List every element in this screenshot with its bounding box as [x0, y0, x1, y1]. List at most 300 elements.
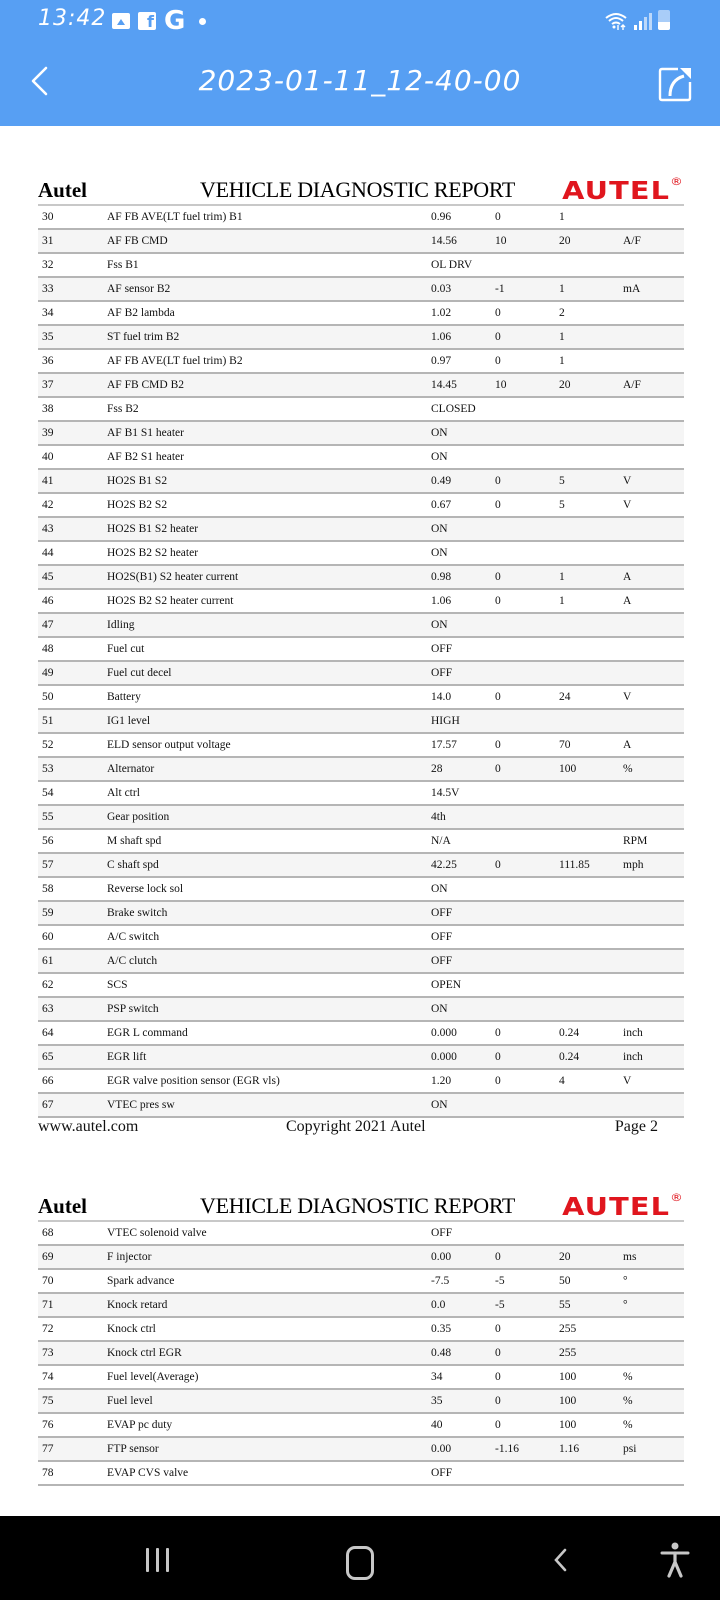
table-row: [38, 566, 684, 590]
parameter-value: 0.98: [431, 571, 452, 583]
parameter-value: HIGH: [431, 715, 460, 727]
row-index: 47: [42, 619, 54, 631]
table-row: [38, 1070, 684, 1094]
row-index: 61: [42, 955, 54, 967]
row-index: 36: [42, 355, 54, 367]
signal-icon: [634, 12, 652, 30]
table-row: [38, 830, 684, 854]
max-value: 100: [559, 1395, 577, 1407]
unit: V: [623, 691, 632, 703]
parameter-name: FTP sensor: [107, 1443, 159, 1455]
parameter-value: 1.02: [431, 307, 452, 319]
table-row: [38, 1246, 684, 1270]
table-row: [38, 998, 684, 1022]
row-index: 60: [42, 931, 54, 943]
parameter-name: A/C clutch: [107, 955, 158, 967]
min-value: 10: [495, 379, 507, 391]
unit: °: [623, 1299, 628, 1311]
unit: A: [623, 595, 632, 607]
wifi-icon: [604, 12, 628, 30]
parameter-name: Alt ctrl: [107, 787, 140, 799]
unit: A/F: [623, 379, 641, 391]
parameter-value: OFF: [431, 955, 453, 967]
report-table-page-2: [38, 204, 684, 1118]
logo-registered-mark: ®: [670, 175, 684, 188]
parameter-value: OL DRV: [431, 259, 473, 271]
max-value: 1: [559, 595, 565, 607]
parameter-name: EGR L command: [107, 1027, 188, 1039]
min-value: 0: [495, 1323, 501, 1335]
parameter-value: 1.06: [431, 331, 452, 343]
parameter-value: 40: [431, 1419, 443, 1431]
min-value: 0: [495, 595, 501, 607]
row-index: 53: [42, 763, 54, 775]
max-value: 1: [559, 331, 565, 343]
parameter-value: 0.000: [431, 1051, 457, 1063]
table-row: [38, 926, 684, 950]
system-nav-bar: [0, 1516, 720, 1600]
table-row: [38, 326, 684, 350]
parameter-value: OFF: [431, 931, 453, 943]
max-value: 70: [559, 739, 571, 751]
table-row: [38, 518, 684, 542]
report-brand: Autel: [38, 1194, 87, 1218]
table-row: [38, 302, 684, 326]
table-row: [38, 230, 684, 254]
row-index: 65: [42, 1051, 54, 1063]
parameter-name: Fuel level: [107, 1395, 153, 1407]
table-row: [38, 1390, 684, 1414]
table-row: [38, 974, 684, 998]
unit: psi: [623, 1443, 637, 1455]
parameter-value: 14.5V: [431, 787, 460, 799]
parameter-value: -7.5: [431, 1275, 450, 1287]
parameter-name: Alternator: [107, 763, 155, 775]
table-row: [38, 374, 684, 398]
parameter-name: Spark advance: [107, 1275, 175, 1287]
row-index: 40: [42, 451, 54, 463]
min-value: 0: [495, 859, 501, 871]
table-row: [38, 1094, 684, 1118]
row-index: 48: [42, 643, 54, 655]
unit: A/F: [623, 235, 641, 247]
parameter-value: 0.49: [431, 475, 452, 487]
row-index: 45: [42, 571, 54, 583]
max-value: 1: [559, 211, 565, 223]
max-value: 111.85: [559, 859, 590, 871]
max-value: 100: [559, 763, 577, 775]
row-index: 30: [42, 211, 54, 223]
parameter-name: Battery: [107, 691, 141, 703]
parameter-name: AF FB AVE(LT fuel trim) B2: [107, 355, 243, 367]
max-value: 255: [559, 1347, 577, 1359]
min-value: 0: [495, 1395, 501, 1407]
row-index: 70: [42, 1275, 54, 1287]
table-row: [38, 206, 684, 230]
table-row: [38, 1342, 684, 1366]
autel-logo: [562, 1192, 684, 1221]
min-value: 0: [495, 331, 501, 343]
min-value: 0: [495, 1075, 501, 1087]
row-index: 62: [42, 979, 54, 991]
parameter-value: 34: [431, 1371, 443, 1383]
report-title: VEHICLE DIAGNOSTIC REPORT: [200, 177, 516, 202]
parameter-name: AF FB CMD: [107, 235, 168, 247]
max-value: 5: [559, 475, 565, 487]
accessibility-icon[interactable]: [660, 1542, 690, 1578]
row-index: 63: [42, 1003, 54, 1015]
min-value: 0: [495, 1371, 501, 1383]
min-value: 0: [495, 1251, 501, 1263]
app-bar: [0, 0, 720, 126]
max-value: 4: [559, 1075, 565, 1087]
report-header-next-page: [38, 1192, 684, 1222]
parameter-name: AF FB AVE(LT fuel trim) B1: [107, 211, 243, 223]
table-row: [38, 1366, 684, 1390]
table-row: [38, 590, 684, 614]
unit: V: [623, 1075, 632, 1087]
parameter-name: VTEC solenoid valve: [107, 1227, 207, 1239]
parameter-name: Reverse lock sol: [107, 883, 184, 895]
max-value: 55: [559, 1299, 571, 1311]
parameter-value: OFF: [431, 1467, 453, 1479]
row-index: 55: [42, 811, 54, 823]
max-value: 2: [559, 307, 565, 319]
parameter-value: 14.56: [431, 235, 457, 247]
max-value: 24: [559, 691, 571, 703]
logo-registered-mark: ®: [670, 1191, 684, 1204]
table-row: [38, 398, 684, 422]
parameter-value: OFF: [431, 1227, 453, 1239]
parameter-name: IG1 level: [107, 715, 151, 727]
table-row: [38, 542, 684, 566]
min-value: 0: [495, 763, 501, 775]
table-row: [38, 1046, 684, 1070]
min-value: 0: [495, 571, 501, 583]
parameter-name: Fuel level(Average): [107, 1371, 199, 1383]
parameter-value: OPEN: [431, 979, 462, 991]
min-value: -5: [495, 1299, 505, 1311]
unit: %: [623, 1395, 633, 1407]
min-value: -5: [495, 1275, 505, 1287]
row-index: 43: [42, 523, 54, 535]
parameter-value: 0.000: [431, 1027, 457, 1039]
table-row: [38, 470, 684, 494]
row-index: 72: [42, 1323, 54, 1335]
dot-icon: [199, 18, 206, 25]
parameter-value: OFF: [431, 907, 453, 919]
parameter-name: Fuel cut decel: [107, 667, 172, 679]
parameter-value: 0.0: [431, 1299, 446, 1311]
max-value: 100: [559, 1419, 577, 1431]
parameter-name: Knock ctrl: [107, 1323, 156, 1335]
unit: mA: [623, 283, 641, 295]
battery-icon: [658, 10, 670, 30]
row-index: 57: [42, 859, 54, 871]
row-index: 77: [42, 1443, 54, 1455]
row-index: 75: [42, 1395, 54, 1407]
parameter-value: 0.67: [431, 499, 452, 511]
table-row: [38, 662, 684, 686]
parameter-value: OFF: [431, 643, 453, 655]
parameter-value: 42.25: [431, 859, 457, 871]
report-title: VEHICLE DIAGNOSTIC REPORT: [200, 1193, 516, 1218]
parameter-name: AF B2 S1 heater: [107, 451, 184, 463]
max-value: 0.24: [559, 1027, 580, 1039]
status-time: 13:42: [38, 6, 107, 31]
row-index: 38: [42, 403, 54, 415]
min-value: 0: [495, 475, 501, 487]
parameter-name: HO2S B2 S2 heater current: [107, 595, 234, 607]
table-row: [38, 422, 684, 446]
max-value: 20: [559, 379, 571, 391]
unit: inch: [623, 1027, 643, 1039]
parameter-name: Fuel cut: [107, 643, 145, 655]
row-index: 46: [42, 595, 54, 607]
parameter-value: 4th: [431, 811, 446, 823]
min-value: 0: [495, 355, 501, 367]
recent-apps-icon[interactable]: [146, 1548, 169, 1572]
row-index: 59: [42, 907, 54, 919]
max-value: 100: [559, 1371, 577, 1383]
unit: %: [623, 1419, 633, 1431]
row-index: 50: [42, 691, 54, 703]
unit: V: [623, 499, 632, 511]
row-index: 44: [42, 547, 54, 559]
unit: A: [623, 739, 632, 751]
max-value: 1: [559, 283, 565, 295]
table-row: [38, 1222, 684, 1246]
parameter-name: EVAP CVS valve: [107, 1467, 189, 1479]
min-value: 0: [495, 691, 501, 703]
parameter-value: 28: [431, 763, 443, 775]
table-row: [38, 350, 684, 374]
table-row: [38, 446, 684, 470]
table-row: [38, 686, 684, 710]
parameter-name: Gear position: [107, 811, 170, 823]
status-notification-icons: [112, 6, 206, 36]
parameter-name: A/C switch: [107, 931, 160, 943]
max-value: 1: [559, 571, 565, 583]
footer-url: www.autel.com: [38, 1118, 139, 1135]
parameter-name: PSP switch: [107, 1003, 159, 1015]
unit: %: [623, 1371, 633, 1383]
parameter-name: ELD sensor output voltage: [107, 739, 231, 751]
facebook-icon: f: [138, 12, 156, 30]
max-value: 1.16: [559, 1443, 580, 1455]
parameter-name: ST fuel trim B2: [107, 331, 180, 343]
parameter-value: 0.00: [431, 1443, 452, 1455]
footer-page-number: Page 2: [614, 1118, 658, 1135]
table-row: [38, 1318, 684, 1342]
parameter-value: ON: [431, 451, 448, 463]
row-index: 58: [42, 883, 54, 895]
footer-copyright: Copyright 2021 Autel: [286, 1118, 426, 1135]
unit: A: [623, 571, 632, 583]
row-index: 56: [42, 835, 54, 847]
row-index: 32: [42, 259, 54, 271]
parameter-value: 17.57: [431, 739, 457, 751]
parameter-name: HO2S B2 S2 heater: [107, 547, 199, 559]
unit: inch: [623, 1051, 643, 1063]
parameter-name: C shaft spd: [107, 859, 159, 871]
max-value: 20: [559, 1251, 571, 1263]
min-value: -1: [495, 283, 505, 295]
table-row: [38, 254, 684, 278]
max-value: 255: [559, 1323, 577, 1335]
row-index: 49: [42, 667, 54, 679]
parameter-name: M shaft spd: [107, 835, 162, 847]
min-value: 0: [495, 1419, 501, 1431]
parameter-value: CLOSED: [431, 403, 476, 415]
max-value: 1: [559, 355, 565, 367]
parameter-name: F injector: [107, 1251, 152, 1263]
parameter-name: HO2S(B1) S2 heater current: [107, 571, 239, 583]
table-row: [38, 758, 684, 782]
parameter-name: VTEC pres sw: [107, 1099, 175, 1111]
back-icon[interactable]: [553, 1548, 567, 1572]
parameter-value: 0.00: [431, 1251, 452, 1263]
min-value: 0: [495, 307, 501, 319]
min-value: 0: [495, 211, 501, 223]
logo-text: AUTEL: [562, 176, 671, 205]
row-index: 33: [42, 283, 54, 295]
parameter-name: AF FB CMD B2: [107, 379, 185, 391]
row-index: 35: [42, 331, 54, 343]
row-index: 76: [42, 1419, 54, 1431]
parameter-name: HO2S B1 S2: [107, 475, 168, 487]
row-index: 69: [42, 1251, 54, 1263]
parameter-value: 14.45: [431, 379, 457, 391]
table-row: [38, 1294, 684, 1318]
min-value: 0: [495, 1027, 501, 1039]
parameter-value: 1.20: [431, 1075, 452, 1087]
parameter-value: 35: [431, 1395, 443, 1407]
table-row: [38, 782, 684, 806]
row-index: 78: [42, 1467, 54, 1479]
parameter-value: 14.0: [431, 691, 452, 703]
app-title: 2023-01-11_12-40-00: [198, 64, 522, 97]
parameter-value: ON: [431, 427, 448, 439]
report-brand: Autel: [38, 178, 87, 202]
parameter-value: ON: [431, 523, 448, 535]
max-value: 0.24: [559, 1051, 580, 1063]
row-index: 39: [42, 427, 54, 439]
parameter-value: ON: [431, 547, 448, 559]
parameter-value: ON: [431, 1099, 448, 1111]
min-value: 0: [495, 499, 501, 511]
min-value: 0: [495, 739, 501, 751]
table-row: [38, 878, 684, 902]
table-row: [38, 806, 684, 830]
max-value: 5: [559, 499, 565, 511]
row-index: 42: [42, 499, 54, 511]
parameter-name: AF B2 lambda: [107, 307, 175, 319]
row-index: 34: [42, 307, 54, 319]
parameter-name: Knock retard: [107, 1299, 168, 1311]
min-value: 0: [495, 1347, 501, 1359]
min-value: 10: [495, 235, 507, 247]
parameter-name: EVAP pc duty: [107, 1419, 173, 1431]
parameter-value: 0.96: [431, 211, 452, 223]
parameter-name: EGR valve position sensor (EGR vls): [107, 1075, 280, 1087]
parameter-name: Brake switch: [107, 907, 168, 919]
unit: V: [623, 475, 632, 487]
parameter-value: 0.35: [431, 1323, 452, 1335]
row-index: 73: [42, 1347, 54, 1359]
min-value: 0: [495, 1051, 501, 1063]
unit: mph: [623, 859, 644, 871]
table-row: [38, 902, 684, 926]
row-index: 64: [42, 1027, 54, 1039]
row-index: 67: [42, 1099, 54, 1111]
autel-logo: [562, 176, 684, 205]
row-index: 66: [42, 1075, 54, 1087]
table-row: [38, 638, 684, 662]
parameter-name: HO2S B1 S2 heater: [107, 523, 199, 535]
max-value: 20: [559, 235, 571, 247]
table-row: [38, 1022, 684, 1046]
parameter-name: Fss B1: [107, 259, 139, 271]
table-row: [38, 1462, 684, 1486]
table-row: [38, 1414, 684, 1438]
status-system-icons: [604, 10, 670, 30]
share-button[interactable]: [658, 66, 692, 102]
unit: %: [623, 763, 633, 775]
unit: RPM: [623, 835, 648, 847]
table-row: [38, 1438, 684, 1462]
report-header: [38, 176, 684, 206]
parameter-name: Fss B2: [107, 403, 139, 415]
row-index: 71: [42, 1299, 54, 1311]
row-index: 74: [42, 1371, 54, 1383]
row-index: 31: [42, 235, 54, 247]
home-icon[interactable]: [346, 1546, 374, 1580]
parameter-name: HO2S B2 S2: [107, 499, 168, 511]
table-row: [38, 854, 684, 878]
table-row: [38, 614, 684, 638]
report-table-page-3: [38, 1220, 684, 1486]
min-value: -1.16: [495, 1443, 519, 1455]
parameter-value: N/A: [431, 835, 451, 847]
table-row: [38, 278, 684, 302]
parameter-name: AF sensor B2: [107, 283, 171, 295]
unit: °: [623, 1275, 628, 1287]
parameter-value: 1.06: [431, 595, 452, 607]
row-index: 54: [42, 787, 54, 799]
unit: ms: [623, 1251, 637, 1263]
max-value: 50: [559, 1275, 571, 1287]
parameter-name: SCS: [107, 979, 128, 991]
parameter-name: Idling: [107, 619, 135, 631]
parameter-value: ON: [431, 883, 448, 895]
table-row: [38, 494, 684, 518]
parameter-value: 0.48: [431, 1347, 452, 1359]
table-row: [38, 710, 684, 734]
row-index: 51: [42, 715, 54, 727]
row-index: 52: [42, 739, 54, 751]
parameter-value: 0.97: [431, 355, 452, 367]
row-index: 37: [42, 379, 54, 391]
image-icon: [112, 13, 130, 29]
table-row: [38, 734, 684, 758]
row-index: 41: [42, 475, 54, 487]
google-icon: G: [164, 6, 186, 36]
table-row: [38, 950, 684, 974]
parameter-value: 0.03: [431, 283, 452, 295]
parameter-value: OFF: [431, 667, 453, 679]
parameter-name: Knock ctrl EGR: [107, 1347, 182, 1359]
